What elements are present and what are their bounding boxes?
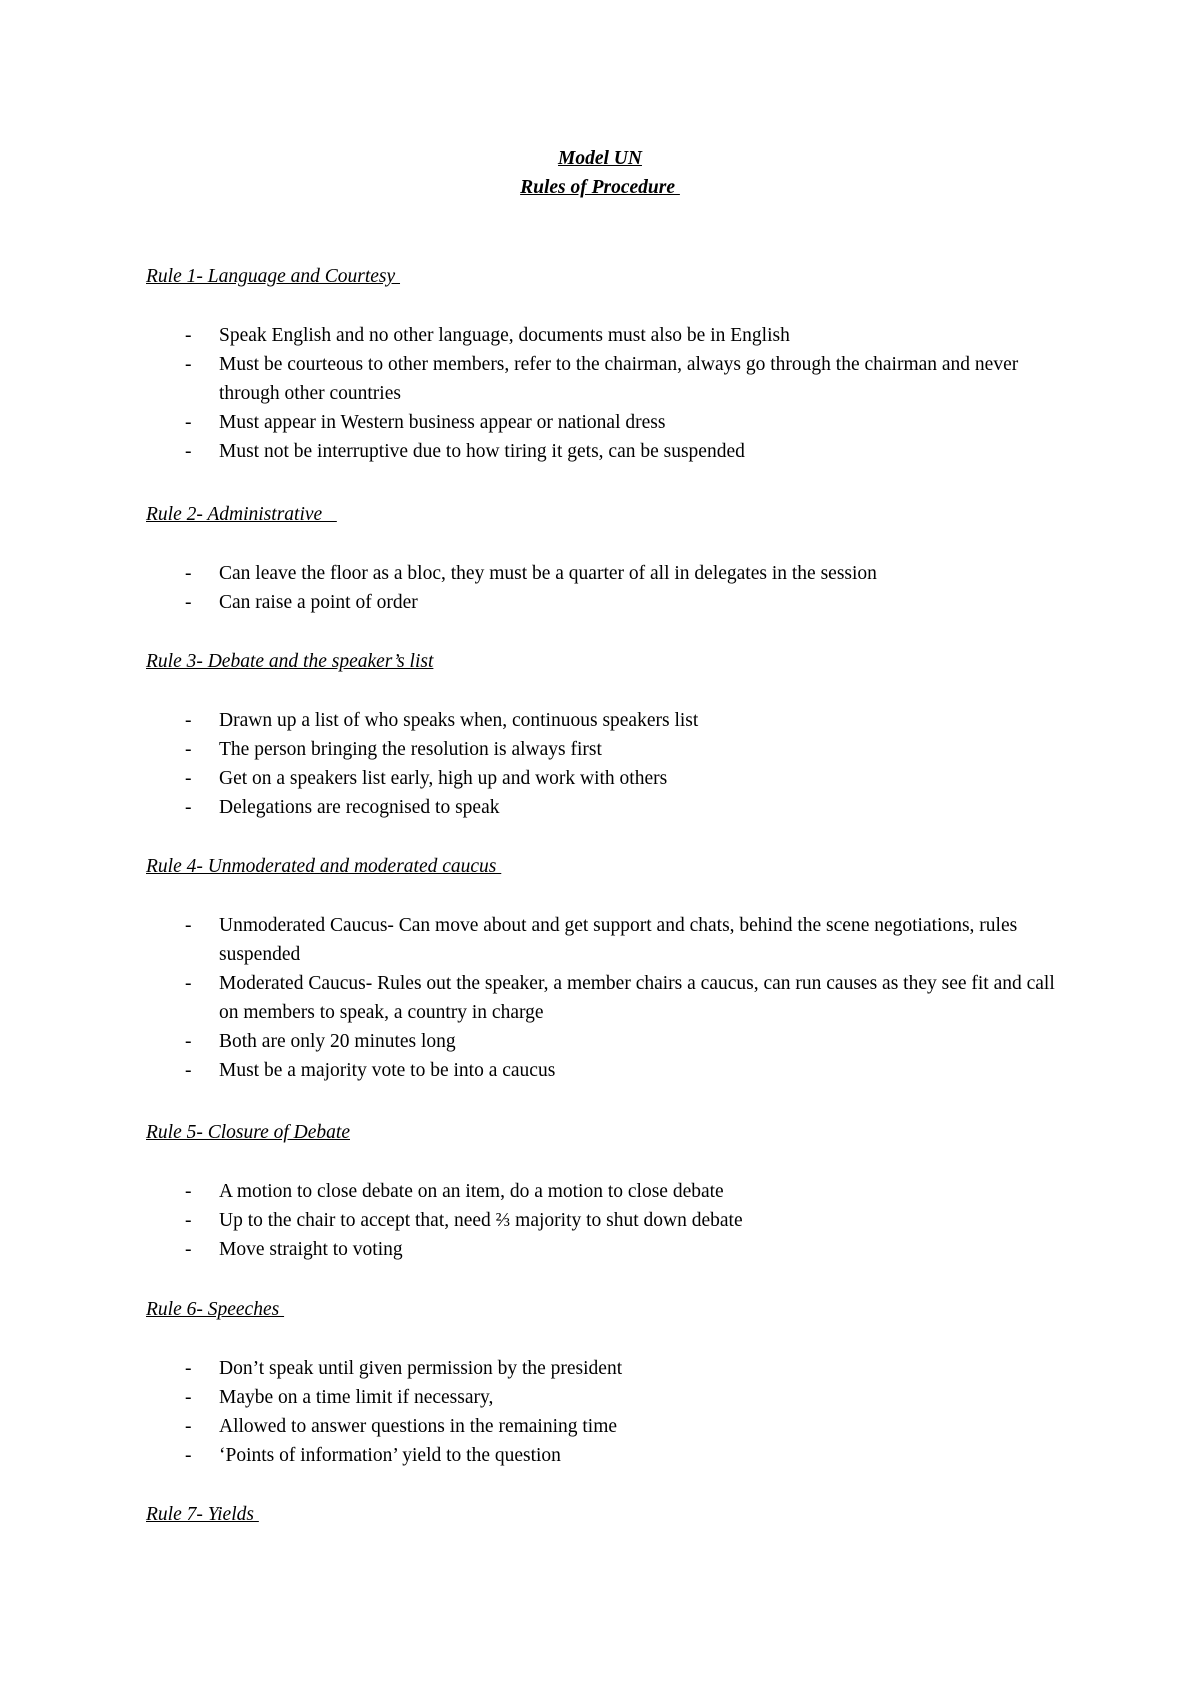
bullet-dash: - bbox=[185, 1210, 192, 1231]
list-item-text: Speak English and no other language, documents must also be in English bbox=[219, 325, 790, 346]
bullet-dash: - bbox=[185, 563, 192, 584]
bullet-dash: - bbox=[185, 354, 192, 375]
list-item bbox=[146, 1441, 1066, 1470]
list-item-text: Maybe on a time limit if necessary, bbox=[219, 1387, 494, 1408]
bullet-dash: - bbox=[185, 797, 192, 818]
bullet-dash: - bbox=[185, 592, 192, 613]
list-item bbox=[146, 793, 1066, 822]
rule-section-7 bbox=[146, 1500, 1066, 1529]
list-item-text: Moderated Caucus- Rules out the speaker, a member chairs a caucus, can run causes as they see fit and call on members to speak, a country in charge bbox=[219, 973, 1055, 1023]
list-item-text: Get on a speakers list early, high up and work with others bbox=[219, 768, 668, 789]
bullet-dash: - bbox=[185, 1181, 192, 1202]
list-item bbox=[146, 321, 1066, 350]
list-item bbox=[146, 764, 1066, 793]
list-item-text: Drawn up a list of who speaks when, continuous speakers list bbox=[219, 710, 699, 731]
rule-bullet-list-6 bbox=[146, 1354, 1066, 1470]
rule-heading-4: Rule 4- Unmoderated and moderated caucus bbox=[146, 856, 502, 877]
rule-section-3 bbox=[146, 647, 1066, 822]
bullet-dash: - bbox=[185, 1031, 192, 1052]
list-item-text: A motion to close debate on an item, do a motion to close debate bbox=[219, 1181, 724, 1202]
bullet-dash: - bbox=[185, 1358, 192, 1379]
list-item bbox=[146, 1027, 1066, 1056]
rule-bullet-list-1 bbox=[146, 321, 1066, 466]
rule-section-1 bbox=[146, 262, 1066, 466]
list-item-text: ‘Points of information’ yield to the question bbox=[219, 1445, 561, 1466]
list-item bbox=[146, 969, 1066, 1027]
list-item-text: Can raise a point of order bbox=[219, 592, 418, 613]
document-title: Model UN bbox=[558, 148, 642, 169]
list-item bbox=[146, 408, 1066, 437]
list-item bbox=[146, 1056, 1066, 1085]
rule-heading-2: Rule 2- Administrative bbox=[146, 504, 337, 525]
list-item-text: Must appear in Western business appear or national dress bbox=[219, 412, 666, 433]
rule-heading-5: Rule 5- Closure of Debate bbox=[146, 1122, 350, 1143]
list-item bbox=[146, 559, 1066, 588]
rule-heading-7: Rule 7- Yields bbox=[146, 1504, 259, 1525]
list-item-text: Don’t speak until given permission by the president bbox=[219, 1358, 623, 1379]
bullet-dash: - bbox=[185, 710, 192, 731]
list-item-text: Both are only 20 minutes long bbox=[219, 1031, 456, 1052]
bullet-dash: - bbox=[185, 1060, 192, 1081]
rule-bullet-list-3 bbox=[146, 706, 1066, 822]
rule-section-2 bbox=[146, 500, 1066, 617]
bullet-dash: - bbox=[185, 1239, 192, 1260]
list-item-text: Delegations are recognised to speak bbox=[219, 797, 500, 818]
list-item bbox=[146, 1412, 1066, 1441]
document-title-block bbox=[0, 144, 1200, 202]
bullet-dash: - bbox=[185, 739, 192, 760]
list-item bbox=[146, 911, 1066, 969]
list-item bbox=[146, 1206, 1066, 1235]
bullet-dash: - bbox=[185, 1387, 192, 1408]
list-item-text: Must be courteous to other members, refer to the chairman, always go through the chairman and never through other countries bbox=[219, 354, 1019, 404]
list-item bbox=[146, 588, 1066, 617]
list-item bbox=[146, 1177, 1066, 1206]
rule-heading-3: Rule 3- Debate and the speaker’s list bbox=[146, 651, 434, 672]
list-item-text: The person bringing the resolution is always first bbox=[219, 739, 602, 760]
list-item bbox=[146, 1354, 1066, 1383]
list-item bbox=[146, 437, 1066, 466]
list-item-text: Must be a majority vote to be into a caucus bbox=[219, 1060, 556, 1081]
list-item bbox=[146, 706, 1066, 735]
list-item-text: Must not be interruptive due to how tiring it gets, can be suspended bbox=[219, 441, 745, 462]
list-item bbox=[146, 735, 1066, 764]
rule-bullet-list-5 bbox=[146, 1177, 1066, 1264]
bullet-dash: - bbox=[185, 441, 192, 462]
bullet-dash: - bbox=[185, 973, 192, 994]
bullet-dash: - bbox=[185, 1445, 192, 1466]
bullet-dash: - bbox=[185, 915, 192, 936]
document-subtitle: Rules of Procedure bbox=[520, 177, 680, 198]
list-item-text: Allowed to answer questions in the remaining time bbox=[219, 1416, 618, 1437]
rule-bullet-list-4 bbox=[146, 911, 1066, 1085]
list-item-text: Can leave the floor as a bloc, they must be a quarter of all in delegates in the session bbox=[219, 563, 877, 584]
list-item bbox=[146, 350, 1066, 408]
rule-heading-6: Rule 6- Speeches bbox=[146, 1299, 285, 1320]
rule-section-4 bbox=[146, 852, 1066, 1085]
bullet-dash: - bbox=[185, 412, 192, 433]
bullet-dash: - bbox=[185, 1416, 192, 1437]
list-item bbox=[146, 1383, 1066, 1412]
rule-heading-1: Rule 1- Language and Courtesy bbox=[146, 266, 401, 287]
rule-section-6 bbox=[146, 1295, 1066, 1470]
rule-section-5 bbox=[146, 1118, 1066, 1264]
rule-bullet-list-2 bbox=[146, 559, 1066, 617]
list-item-text: Up to the chair to accept that, need ⅔ majority to shut down debate bbox=[219, 1210, 743, 1231]
list-item bbox=[146, 1235, 1066, 1264]
bullet-dash: - bbox=[185, 768, 192, 789]
list-item-text: Move straight to voting bbox=[219, 1239, 403, 1260]
list-item-text: Unmoderated Caucus- Can move about and get support and chats, behind the scene negotiations, rules suspended bbox=[219, 915, 1018, 965]
bullet-dash: - bbox=[185, 325, 192, 346]
